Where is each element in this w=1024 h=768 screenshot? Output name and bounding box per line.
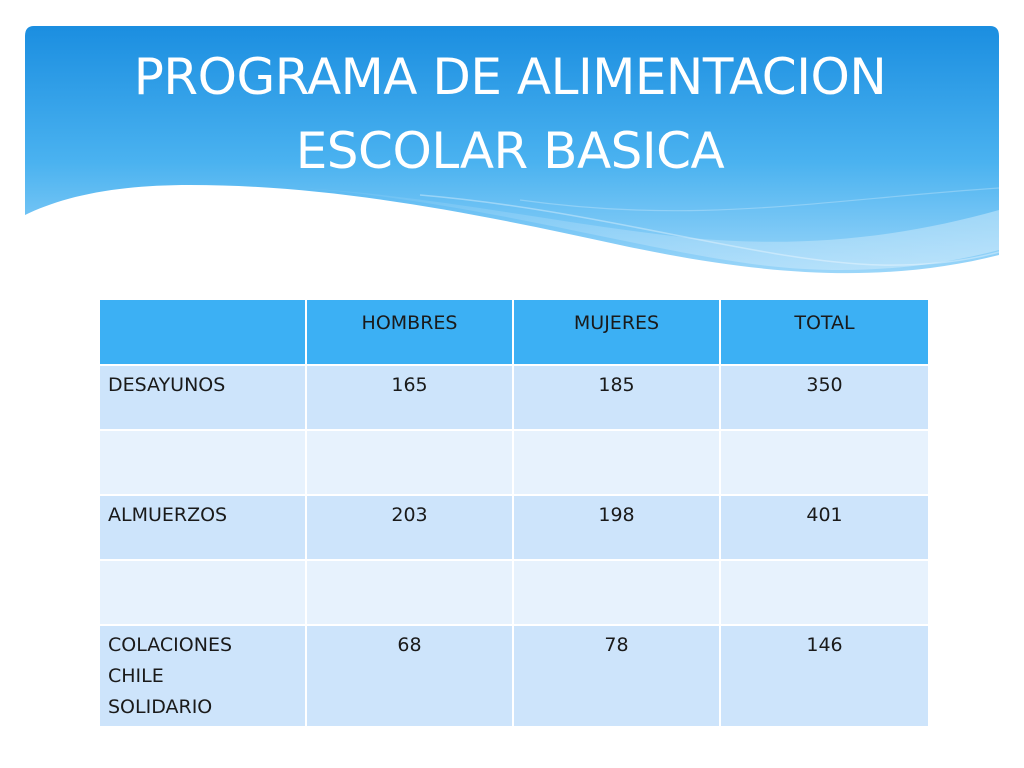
table-row — [99, 560, 929, 625]
cell-hombres: 165 — [306, 365, 513, 430]
cell-hombres — [306, 560, 513, 625]
cell-total: 146 — [720, 625, 929, 727]
row-label-line: COLACIONES — [108, 634, 233, 656]
row-label — [99, 560, 306, 625]
row-label — [99, 625, 306, 727]
title-line-2: ESCOLAR BASICA — [295, 122, 725, 180]
title-line-1: PROGRAMA DE ALIMENTACION — [133, 48, 887, 106]
cell-mujeres — [513, 430, 720, 495]
cell-total — [720, 560, 929, 625]
cell-total — [720, 430, 929, 495]
header-total: TOTAL — [720, 299, 929, 365]
cell-mujeres: 198 — [513, 495, 720, 560]
cell-hombres: 203 — [306, 495, 513, 560]
row-label-line: SOLIDARIO — [108, 696, 213, 718]
cell-total: 350 — [720, 365, 929, 430]
row-label: ALMUERZOS — [99, 495, 306, 560]
table-header-row — [99, 299, 929, 365]
cell-hombres — [306, 430, 513, 495]
header-mujeres: MUJERES — [513, 299, 720, 365]
header-hombres: HOMBRES — [306, 299, 513, 365]
cell-mujeres — [513, 560, 720, 625]
feeding-table — [98, 298, 930, 728]
cell-total: 401 — [720, 495, 929, 560]
row-label: DESAYUNOS — [99, 365, 306, 430]
row-label-line: CHILE — [108, 665, 164, 687]
cell-mujeres: 185 — [513, 365, 720, 430]
table-row — [99, 430, 929, 495]
table-row — [99, 365, 929, 430]
row-label — [99, 430, 306, 495]
table-row — [99, 495, 929, 560]
cell-hombres: 68 — [306, 625, 513, 727]
table-row — [99, 625, 929, 727]
slide-title — [40, 40, 980, 188]
header-empty — [99, 299, 306, 365]
cell-mujeres: 78 — [513, 625, 720, 727]
